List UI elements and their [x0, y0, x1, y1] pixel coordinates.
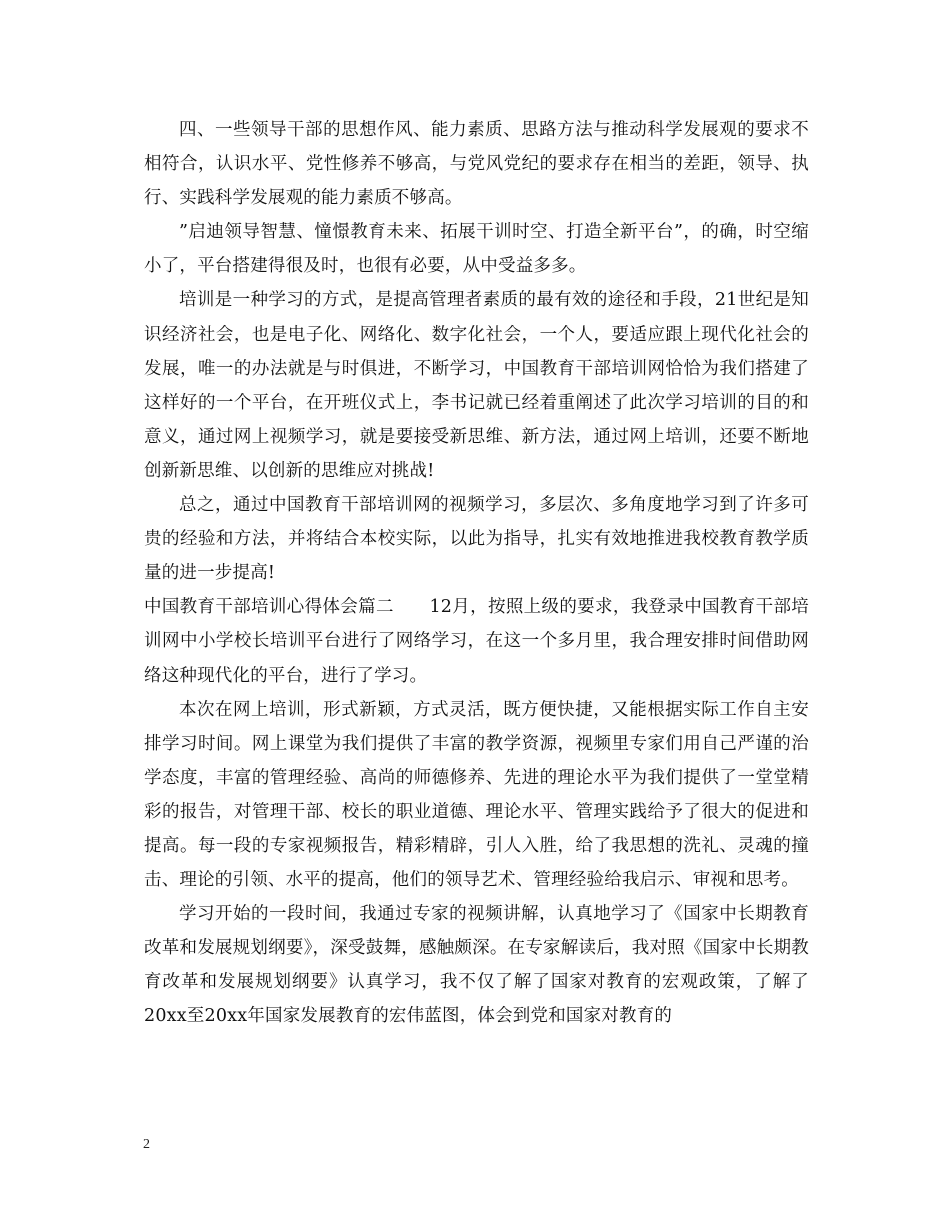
paragraph-6: 本次在网上培训，形式新颖，方式灵活，既方便快捷，又能根据实际工作自主安排学习时间。网上课堂为我们提供了丰富的教学资源，视频里专家们用自己严谨的治学态度，丰富的管理经验、高尚的师德修养、先进的理论水平为我们提供了一堂堂精彩的报告，对管理干部、校长的职业道德、理论水平、管理实践给予了很大的促进和提高。每一段的专家视频报告，精彩精辟，引人入胜，给了我思想的洗礼、灵魂的撞击、理论的引领、水平的提高，他们的领导艺术、管理经验给我启示、审视和思考。	[144, 699, 809, 891]
document-body	[144, 113, 809, 1034]
paragraph-1: 四、一些领导干部的思想作风、能力素质、思路方法与推动科学发展观的要求不相符合，认识水平、党性修养不够高，与党风党纪的要求存在相当的差距，领导、执行、实践科学发展观的能力素质不够高。	[144, 120, 809, 209]
paragraph-7: 学习开始的一段时间，我通过专家的视频讲解，认真地学习了《国家中长期教育改革和发展规划纲要》，深受鼓舞，感触颇深。在专家解读后，我对照《国家中长期教育改革和发展规划纲要》认真学习，我不仅了解了国家对教育的宏观政策，了解了20xx至20xx年国家发展教育的宏伟蓝图，体会到党和国家对教育的	[144, 904, 809, 1027]
paragraph-2: ”启迪领导智慧、憧憬教育未来、拓展干训时空、打造全新平台”，的确，时空缩小了，平台搭建得很及时，也很有必要，从中受益多多。	[144, 222, 809, 277]
page-number: 2	[143, 1137, 150, 1152]
paragraph-4: 总之，通过中国教育干部培训网的视频学习，多层次、多角度地学习到了许多可贵的经验和方法，并将结合本校实际，以此为指导，扎实有效地推进我校教育教学质量的进一步提高!	[144, 495, 809, 584]
paragraph-5-section-heading: 中国教育干部培训心得体会篇二 12月，按照上级的要求，我登录中国教育干部培训网中小学校长培训平台进行了网络学习，在这一个多月里，我合理安排时间借助网络这种现代化的平台，进行了学习。	[144, 597, 809, 686]
paragraph-3: 培训是一种学习的方式，是提高管理者素质的最有效的途径和手段，21世纪是知识经济社会，也是电子化、网络化、数字化社会，一个人，要适应跟上现代化社会的发展，唯一的办法就是与时俱进，不断学习，中国教育干部培训网恰恰为我们搭建了这样好的一个平台，在开班仪式上，李书记就已经着重阐述了此次学习培训的目的和意义，通过网上视频学习，就是要接受新思维、新方法，通过网上培训，还要不断地创新新思维、以创新的思维应对挑战!	[144, 290, 809, 481]
